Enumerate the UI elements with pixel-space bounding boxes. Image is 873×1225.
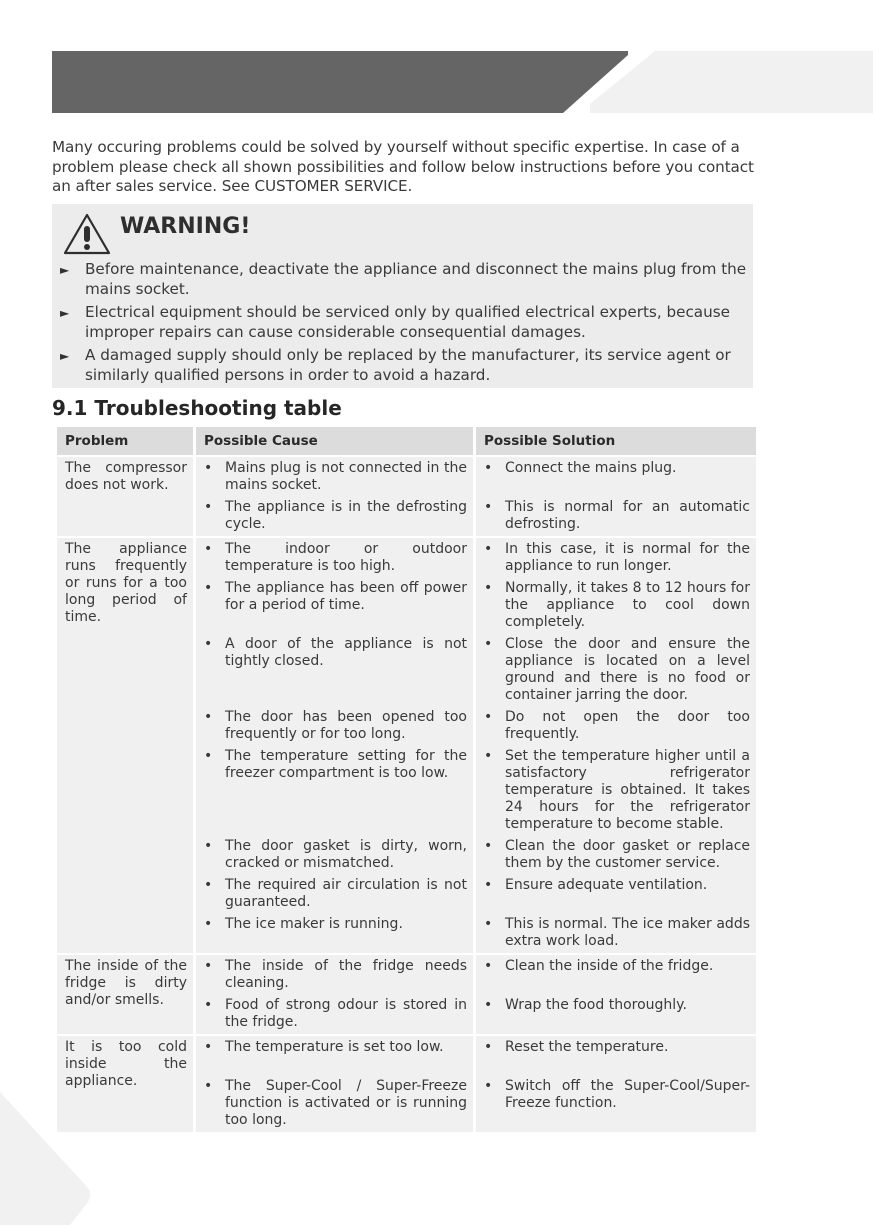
problem-cell: The compressor does not work. xyxy=(57,457,193,536)
header-cause: Possible Cause xyxy=(196,427,473,455)
warning-item xyxy=(52,260,753,299)
cause-item: • The appliance has been off power for a period of time. xyxy=(204,580,467,636)
solution-item: • This is normal for an automatic defrosting. xyxy=(484,499,750,533)
table-header-row xyxy=(57,427,756,455)
warning-item xyxy=(52,303,753,342)
warning-box xyxy=(52,204,753,388)
arrow-bullet-icon: ► xyxy=(60,349,70,363)
solution-item: • Ensure adequate ventilation. xyxy=(484,877,750,916)
solution-item: • Close the door and ensure the appliance is located on a level ground and there is no food or container jarring the door. xyxy=(484,636,750,709)
solution-cell xyxy=(476,457,756,536)
cause-item: • The temperature is set too low. xyxy=(204,1039,467,1078)
solution-item: • Normally, it takes 8 to 12 hours for the appliance to cool down completely. xyxy=(484,580,750,636)
problem-cell: It is too cold inside the appliance. xyxy=(57,1036,193,1132)
solution-cell xyxy=(476,1036,756,1132)
solution-item: • Set the temperature higher until a satisfactory refrigerator temperature is obtained. It takes 24 hours for the refrigerator temperature to become stable. xyxy=(484,748,750,838)
cause-item: • A door of the appliance is not tightly closed. xyxy=(204,636,467,709)
solution-item: • In this case, it is normal for the appliance to run longer. xyxy=(484,541,750,580)
solution-item: • Reset the temperature. xyxy=(484,1039,750,1078)
cause-cell xyxy=(196,1036,473,1132)
arrow-bullet-icon: ► xyxy=(60,263,70,277)
cause-item: • The ice maker is running. xyxy=(204,916,467,933)
warning-item-text: Before maintenance, deactivate the appliance and disconnect the mains plug from the mains socket. xyxy=(85,260,747,298)
problem-cell: The inside of the fridge is dirty and/or smells. xyxy=(57,955,193,1034)
cause-item: • The temperature setting for the freezer compartment is too low. xyxy=(204,748,467,838)
solution-cell xyxy=(476,538,756,953)
footer-corner-decoration xyxy=(0,1080,100,1225)
solution-item: • Clean the inside of the fridge. xyxy=(484,958,750,997)
cause-item: • The indoor or outdoor temperature is too high. xyxy=(204,541,467,580)
warning-item xyxy=(52,346,753,385)
cause-cell xyxy=(196,457,473,536)
troubleshooting-table xyxy=(54,425,759,1134)
warning-item-text: A damaged supply should only be replaced by the manufacturer, its service agent or similarly qualified persons in order to avoid a hazard. xyxy=(85,346,731,384)
table-row xyxy=(57,538,756,953)
table-row xyxy=(57,955,756,1034)
table-row xyxy=(57,1036,756,1132)
solution-item: • Switch off the Super-Cool/Super-Freeze function. xyxy=(484,1078,750,1112)
warning-item-text: Electrical equipment should be serviced only by qualified electrical experts, because improper repairs can cause considerable consequential damages. xyxy=(85,303,730,341)
solution-item: • This is normal. The ice maker adds extra work load. xyxy=(484,916,750,950)
header-banner xyxy=(0,0,873,120)
cause-item: • The inside of the fridge needs cleaning. xyxy=(204,958,467,997)
warning-list xyxy=(52,260,753,389)
solution-item: • Clean the door gasket or replace them by the customer service. xyxy=(484,838,750,877)
warning-title: WARNING! xyxy=(120,214,251,239)
cause-cell xyxy=(196,955,473,1034)
solution-item: • Connect the mains plug. xyxy=(484,460,750,499)
cause-item: • The door gasket is dirty, worn, cracked or mismatched. xyxy=(204,838,467,877)
solution-cell xyxy=(476,955,756,1034)
arrow-bullet-icon: ► xyxy=(60,306,70,320)
problem-cell: The appliance runs frequently or runs for a too long period of time. xyxy=(57,538,193,953)
solution-item: • Do not open the door too frequently. xyxy=(484,709,750,748)
section-title: 9.1 Troubleshooting table xyxy=(52,396,342,420)
warning-triangle-icon xyxy=(62,212,112,256)
cause-item: • The appliance is in the defrosting cycle. xyxy=(204,499,467,533)
intro-paragraph: Many occuring problems could be solved by yourself without specific expertise. In case of a problem please check all shown possibilities and follow below instructions before you contact an after sales service. See CUSTOMER SERVICE. xyxy=(52,138,754,195)
cause-item: • Mains plug is not connected in the mains socket. xyxy=(204,460,467,499)
cause-item: • The door has been opened too frequently or for too long. xyxy=(204,709,467,748)
table-row xyxy=(57,457,756,536)
header-problem: Problem xyxy=(57,427,193,455)
header-solution: Possible Solution xyxy=(476,427,756,455)
cause-item: • The required air circulation is not guaranteed. xyxy=(204,877,467,916)
solution-item: • Wrap the food thoroughly. xyxy=(484,997,750,1014)
cause-cell xyxy=(196,538,473,953)
cause-item: • Food of strong odour is stored in the fridge. xyxy=(204,997,467,1031)
cause-item: • The Super-Cool / Super-Freeze function is activated or is running too long. xyxy=(204,1078,467,1129)
